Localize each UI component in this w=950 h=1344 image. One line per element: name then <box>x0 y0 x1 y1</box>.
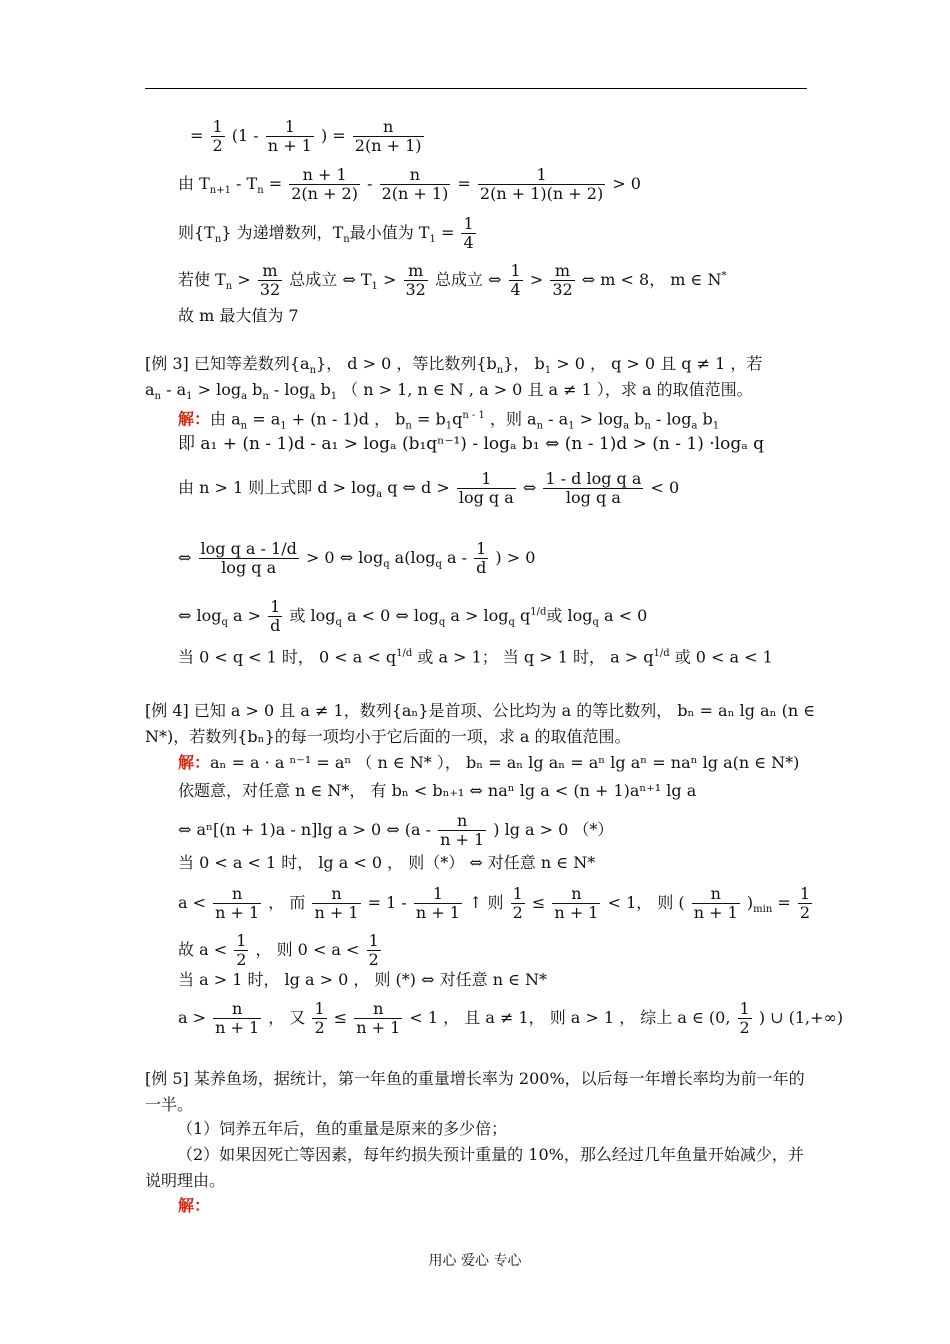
example-4-condition: N*)，若数列{bₙ}的每一项均小于它后面的一项，求 a 的取值范围。 <box>145 727 631 746</box>
fraction: $\frac{1}{2}$ <box>368 931 379 969</box>
solution-5-label: 解： <box>178 1196 211 1215</box>
solution-3-line-4: ⇔ $\frac{\text{log q a - 1/d}}{\text{log q a}}$ > 0 ⇔ $\log_q a(\log_q$ a - $\frac{1}{d}$ ) > 0 <box>178 539 536 577</box>
example-5-title: [例 5] 某养鱼场，据统计，第一年鱼的重量增长率为 200%，以后每一年增长率均为前一年的一半。 <box>145 1069 805 1114</box>
page-footer: 用心 爱心 专心 <box>428 1253 522 1269</box>
fraction: $\frac{1}{2}$ <box>212 117 223 155</box>
solution-3-line-1: 解：由 $a_n = a_1 + (n - 1)d$ ， $b_n = b_1q^{n - 1}$ ，则 $a_n - a_1 > \log_a b_n - \log_a b_1$ <box>178 409 720 432</box>
example-4-title: [例 4] 已知 a > 0 且 a ≠ 1，数列{aₙ}是首项、公比均为 a 的等比数列， bₙ = aₙ lg aₙ (n ∈ <box>145 701 816 720</box>
fraction: $\frac{1}{2}$ <box>236 931 247 969</box>
example-3-condition: $a_n - a_1 > \log_a b_n - \log_a b_1$ （ n > 1, n ∈ N , a > 0 且 a ≠ 1 ），求 a 的取值范围。 <box>145 380 753 403</box>
eq-line-1: = $\frac{1}{2}$ (1 - $\frac{1}{n + 1}$ ) = $\frac{n}{2(n + 1)}$ <box>190 117 422 155</box>
fraction: $\frac{n}{n + 1}$ <box>440 811 485 849</box>
fraction: $\frac{1}{n + 1}$ <box>267 117 312 155</box>
fraction: $\frac{1}{\text{log q a}}$ <box>458 469 514 507</box>
fraction: $\frac{n}{n + 1}$ <box>693 884 738 922</box>
fraction: $\frac{m}{32}$ <box>259 261 281 299</box>
fraction: $\frac{n}{n + 1}$ <box>356 999 401 1037</box>
fraction: $\frac{1}{d}$ <box>476 539 487 577</box>
solution-4-line-5: a < $\frac{n}{n + 1}$ ， 而 $\frac{n}{n + 1}$ = 1 - $\frac{1}{n + 1}$ ↑ 则 $\frac{1}{2}$ ≤ $\frac{n}{n + 1}$ < 1， 则 ( $\frac{n}{n + 1}$ )$_{min}$ = $\frac{1}{2}$ <box>178 884 811 922</box>
fraction: $\frac{1}{2}$ <box>799 884 811 922</box>
conclusion-line: 故 m 最大值为 7 <box>178 306 299 325</box>
fraction: $\frac{1}{d}$ <box>270 597 281 635</box>
fraction: $\frac{\text{log q a - 1/d}}{\text{log q a}}$ <box>200 539 297 577</box>
fraction: $\frac{n + 1}{2(n + 2)}$ <box>291 165 358 203</box>
fraction: $\frac{n}{n + 1}$ <box>554 884 599 922</box>
example-3-title: [例 3] 已知等差数列$\{a_n\}$， d > 0 ，等比数列$\{b_n\}$， $b_1 > 0$ ， q > 0 且 q ≠ 1 ，若 <box>145 354 763 377</box>
fraction: $\frac{1}{2}$ <box>512 884 523 922</box>
solution-3-line-5: ⇔ $\log_q a$ > $\frac{1}{d}$ 或 $\log_q a < 0$ ⇔ $\log_q a > \log_q q^{1/d}$或 $\log_q a < 0$ <box>178 597 648 635</box>
eq-line-4: 若使 $T_n$ > $\frac{m}{32}$ 总成立 ⇔ $T_1$ > $\frac{m}{32}$ 总成立 ⇔ $\frac{1}{4}$ > $\frac{m}{32}$ ⇔ m < 8， m ∈ N* <box>178 261 727 299</box>
fraction: $\frac{m}{32}$ <box>552 261 573 299</box>
solution-3-line-3: 由 n > 1 则上式即 $d > \log_a q$ ⇔ d > $\frac{1}{\text{log q a}}$ ⇔ $\frac{\text{1 - d log q a}}{\text{log q a}}$ < 0 <box>178 469 680 507</box>
solution-4-line-1: 解：aₙ = a · a ⁿ⁻¹ = aⁿ （ n ∈ N* ）， bₙ = aₙ lg aₙ = aⁿ lg aⁿ = naⁿ lg a(n ∈ N*) <box>178 753 800 772</box>
solution-4-line-6: 故 a < $\frac{1}{2}$ ， 则 0 < a < $\frac{1}{2}$ <box>178 931 379 969</box>
eq-line-3: 则$\{T_n\}$ 为递增数列，$T_n$最小值为 $T_1$ = $\frac{1}{4}$ <box>178 214 474 252</box>
solution-4-line-4: 当 0 < a < 1 时， lg a < 0 ， 则（*） ⇔ 对任意 n ∈ N* <box>178 853 596 872</box>
solution-3-line-6: 当 0 < q < 1 时， $0 < a < q^{1/d}$ 或 a > 1； 当 q > 1 时， $a > q^{1/d}$ 或 0 < a < 1 <box>178 647 773 667</box>
fraction: $\frac{1}{2(n + 1)(n + 2)}$ <box>479 165 604 203</box>
fraction: $\frac{1}{n + 1}$ <box>415 884 460 922</box>
fraction: $\frac{\text{1 - d log q a}}{\text{log q a}}$ <box>545 469 642 507</box>
fraction: $\frac{n}{2(n + 1)}$ <box>381 165 449 203</box>
solution-label: 解： <box>178 753 211 772</box>
fraction: $\frac{1}{2}$ <box>739 999 750 1037</box>
solution-4-line-7: 当 a > 1 时， lg a > 0 ， 则 (*) ⇔ 对任意 n ∈ N* <box>178 970 548 989</box>
header-rule <box>145 88 807 89</box>
fraction: $\frac{1}{4}$ <box>510 261 521 299</box>
eq-line-2: 由 $T_{n+1} - T_n$ = $\frac{n + 1}{2(n + 2)}$ - $\frac{n}{2(n + 1)}$ = $\frac{1}{2(n + 1)(n + 2)}$ > 0 <box>178 165 641 203</box>
fraction: $\frac{n}{n + 1}$ <box>314 884 359 922</box>
solution-4-line-8: a > $\frac{n}{n + 1}$ ， 又 $\frac{1}{2}$ ≤ $\frac{n}{n + 1}$ < 1 ， 且 a ≠ 1， 则 a > 1 ， 综上 a ∈ (0, $\frac{1}{2}$ ) ∪ (1,+∞) <box>178 999 844 1037</box>
fraction: $\frac{n}{n + 1}$ <box>215 999 260 1037</box>
solution-label: 解： <box>178 409 211 429</box>
fraction: $\frac{1}{4}$ <box>463 214 474 252</box>
fraction: $\frac{1}{2}$ <box>314 999 325 1037</box>
solution-3-line-2: 即 a₁ + (n - 1)d - a₁ > logₐ (b₁qⁿ⁻¹) - logₐ b₁ ⇔ (n - 1)d > (n - 1) ·logₐ q <box>178 434 765 454</box>
solution-4-line-2: 依题意，对任意 n ∈ N*， 有 bₙ < bₙ₊₁ ⇔ naⁿ lg a < (n + 1)aⁿ⁺¹ lg a <box>178 781 697 800</box>
solution-4-line-3: ⇔ aⁿ[(n + 1)a - n]lg a > 0 ⇔ (a - $\frac{n}{n + 1}$ ) lg a > 0 （*） <box>178 811 614 849</box>
fraction: $\frac{n}{n + 1}$ <box>215 884 260 922</box>
fraction: $\frac{m}{32}$ <box>405 261 426 299</box>
fraction: $\frac{n}{2(n + 1)}$ <box>354 117 422 155</box>
example-5-question-1: （1）饲养五年后，鱼的重量是原来的多少倍； <box>177 1119 508 1138</box>
example-5-question-2: （2）如果因死亡等因素，每年约损失预计重量的 10%，那么经过几年鱼量开始减少，并说明理由。 <box>145 1145 804 1190</box>
